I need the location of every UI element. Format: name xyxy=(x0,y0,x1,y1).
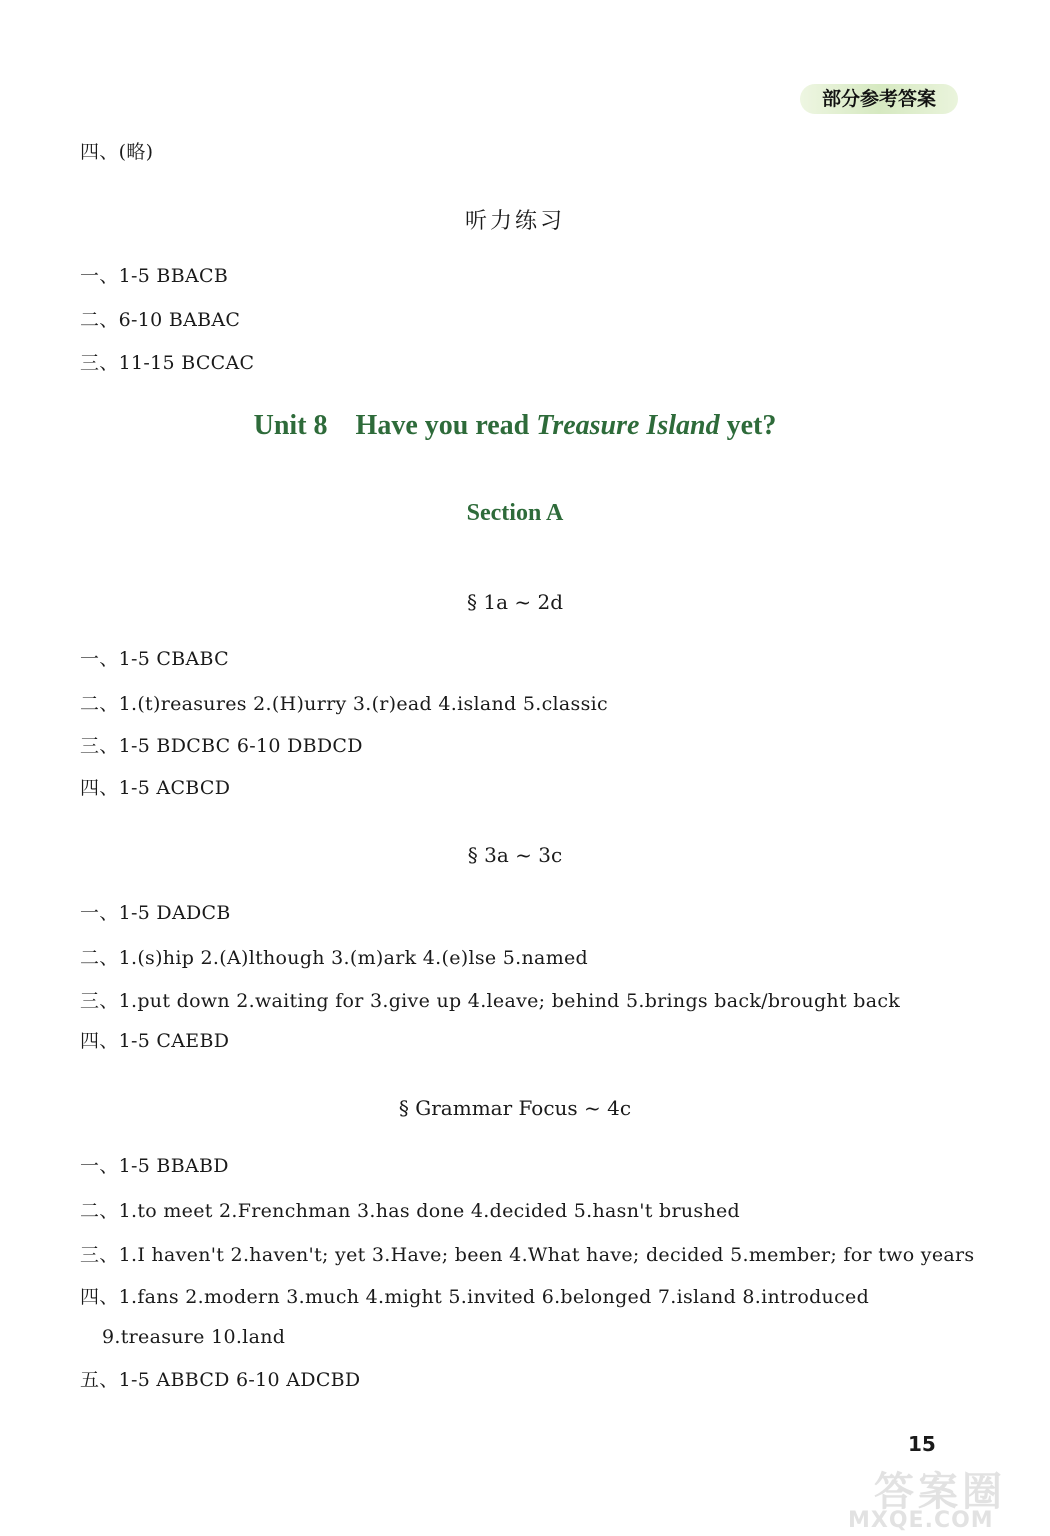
answer-line: 二、1.to meet 2.Frenchman 3.has done 4.decided 5.hasn't brushed xyxy=(80,1200,741,1222)
answer-line: 四、(略) xyxy=(80,141,154,163)
answer-line: 一、1-5 BBABD xyxy=(80,1155,229,1177)
unit-title-book: Treasure Island xyxy=(536,410,720,441)
answer-line: 五、1-5 ABBCD 6-10 ADCBD xyxy=(80,1369,361,1391)
unit-number: Unit 8 xyxy=(253,410,328,441)
answer-line: 三、1-5 BDCBC 6-10 DBDCD xyxy=(80,735,363,757)
section-title: Section A xyxy=(466,500,564,526)
answer-line: 四、1-5 ACBCD xyxy=(80,777,231,799)
unit-title-suffix: yet? xyxy=(726,410,777,441)
answer-line: 二、6-10 BABAC xyxy=(80,309,241,331)
subsection-title: § 3a ~ 3c xyxy=(467,843,563,867)
answer-line: 9.treasure 10.land xyxy=(102,1326,286,1348)
answer-line: 一、1-5 DADCB xyxy=(80,902,231,924)
subsection-title: § 1a ~ 2d xyxy=(466,590,563,614)
watermark-text: 答案圈 xyxy=(874,1469,1006,1515)
answer-line: 二、1.(t)reasures 2.(H)urry 3.(r)ead 4.island 5.classic xyxy=(80,693,608,715)
answer-line: 三、1.put down 2.waiting for 3.give up 4.leave; behind 5.brings back/brought back xyxy=(80,990,901,1012)
answer-line: 四、1-5 CAEBD xyxy=(80,1030,230,1052)
answer-line: 四、1.fans 2.modern 3.much 4.might 5.invited 6.belonged 7.island 8.introduced xyxy=(80,1286,870,1308)
header-badge: 部分参考答案 xyxy=(800,84,958,114)
watermark-url: MXQE.COM xyxy=(848,1508,994,1533)
unit-title xyxy=(0,410,1030,442)
answer-line: 三、1.I haven't 2.haven't; yet 3.Have; been 4.What have; decided 5.member; for two years xyxy=(80,1244,975,1266)
page-number: 15 xyxy=(908,1432,936,1456)
subsection-title: § Grammar Focus ~ 4c xyxy=(398,1096,632,1120)
answer-line: 三、11-15 BCCAC xyxy=(80,352,255,374)
listening-section-title: 听力练习 xyxy=(464,209,565,234)
answer-line: 一、1-5 BBACB xyxy=(80,265,229,287)
answer-line: 一、1-5 CBABC xyxy=(80,648,230,670)
answer-line: 二、1.(s)hip 2.(A)lthough 3.(m)ark 4.(e)lse 5.named xyxy=(80,947,589,969)
watermark-logo xyxy=(848,1460,1038,1536)
unit-title-prefix: Have you read xyxy=(355,410,530,441)
